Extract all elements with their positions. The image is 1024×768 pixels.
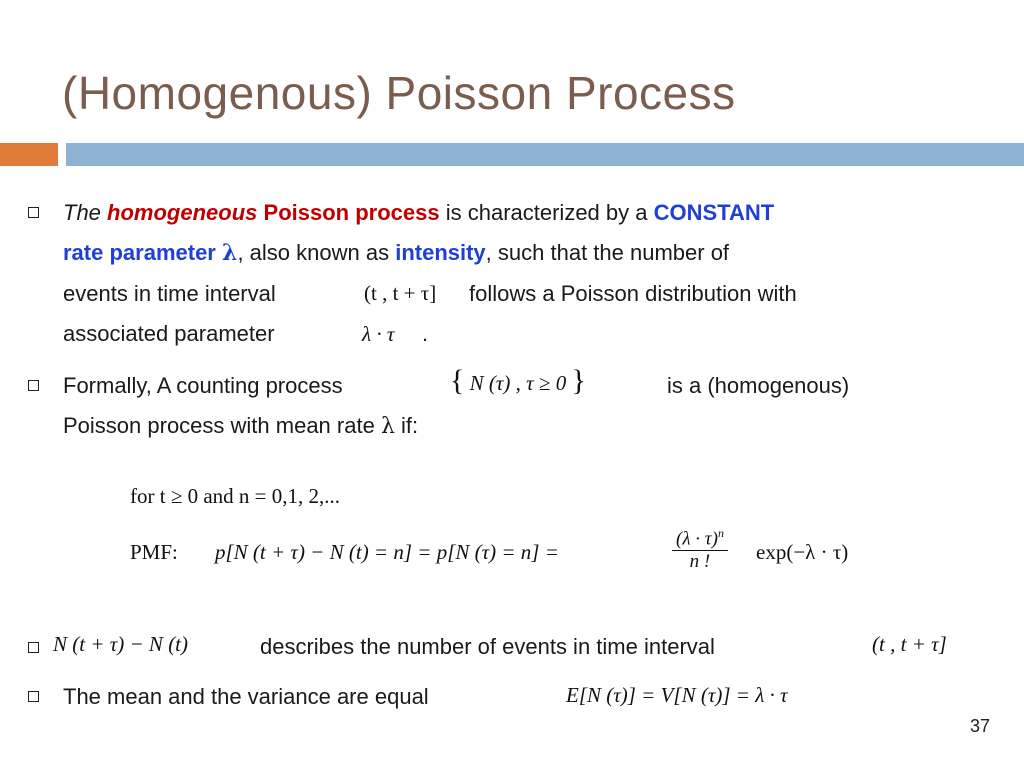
math-lambda-tau: λ · τ	[362, 322, 395, 346]
symbol-lambda-2: λ	[380, 414, 395, 439]
term-homogeneous: homogeneous	[107, 200, 258, 225]
math-pmf-exp: exp(−λ · τ)	[756, 540, 849, 564]
bullet-1-line-1	[63, 193, 774, 233]
slide-title: (Homogenous) Poisson Process	[62, 67, 736, 119]
text-period: .	[422, 321, 429, 346]
fraction	[672, 526, 728, 573]
math-mean-var: E[N (τ)] = V[N (τ)] = λ · τ	[566, 683, 788, 707]
bullet-marker	[28, 642, 39, 653]
page-number: 37	[969, 716, 990, 736]
math-process-set-group	[450, 366, 586, 396]
bullet-marker	[28, 207, 39, 218]
title-accent-bar-blue	[66, 143, 1024, 166]
word-the: The	[63, 200, 101, 225]
text-formally: Formally, A counting process	[63, 373, 343, 398]
bullet-2-line-2	[63, 406, 418, 447]
text-if: if:	[401, 413, 419, 438]
math-interval-2: (t , t + τ]	[872, 632, 947, 656]
pmf-numerator: (λ · τ)	[676, 528, 718, 550]
text-describes: describes the number of events in time interval	[260, 634, 715, 659]
symbol-lambda: λ	[222, 240, 238, 266]
math-pmf-fraction	[672, 526, 728, 573]
term-intensity: intensity	[395, 240, 486, 265]
bullet-marker	[28, 691, 39, 702]
text-mean-var: The mean and the variance are equal	[63, 684, 429, 709]
bullet-1-line-2	[63, 233, 729, 273]
text-events-interval: events in time interval	[63, 281, 276, 306]
brace-right: }	[571, 364, 586, 397]
text-characterized: is characterized by a	[445, 200, 648, 225]
text-such-that: , such that the number of	[485, 240, 730, 265]
text-also-known: , also known as	[237, 240, 390, 265]
math-pmf-lhs: p[N (t + τ) − N (t) = n] = p[N (τ) = n] =	[215, 540, 559, 564]
text-is-a: is a (homogenous)	[667, 373, 850, 398]
math-condition: for t ≥ 0 and n = 0,1, 2,...	[130, 484, 341, 508]
term-poisson-process: Poisson process	[263, 200, 440, 225]
title-accent-bar-orange	[0, 143, 58, 166]
bullet-marker	[28, 380, 39, 391]
fraction-numerator	[672, 526, 728, 551]
math-pmf-label: PMF:	[130, 540, 178, 564]
math-increment: N (t + τ) − N (t)	[53, 632, 189, 656]
math-interval: (t , t + τ]	[364, 281, 437, 305]
term-constant: CONSTANT	[653, 200, 775, 225]
text-associated: associated parameter	[63, 321, 275, 346]
math-process-set: N (τ) , τ ≥ 0	[469, 371, 567, 395]
text-follows: follows a Poisson distribution with	[469, 281, 797, 306]
brace-left: {	[450, 364, 465, 397]
text-poisson-mean: Poisson process with mean rate	[63, 413, 375, 438]
pmf-denominator: n !	[689, 551, 711, 573]
pmf-numerator-exponent: n	[717, 526, 724, 540]
term-rate-parameter: rate parameter	[63, 240, 216, 265]
